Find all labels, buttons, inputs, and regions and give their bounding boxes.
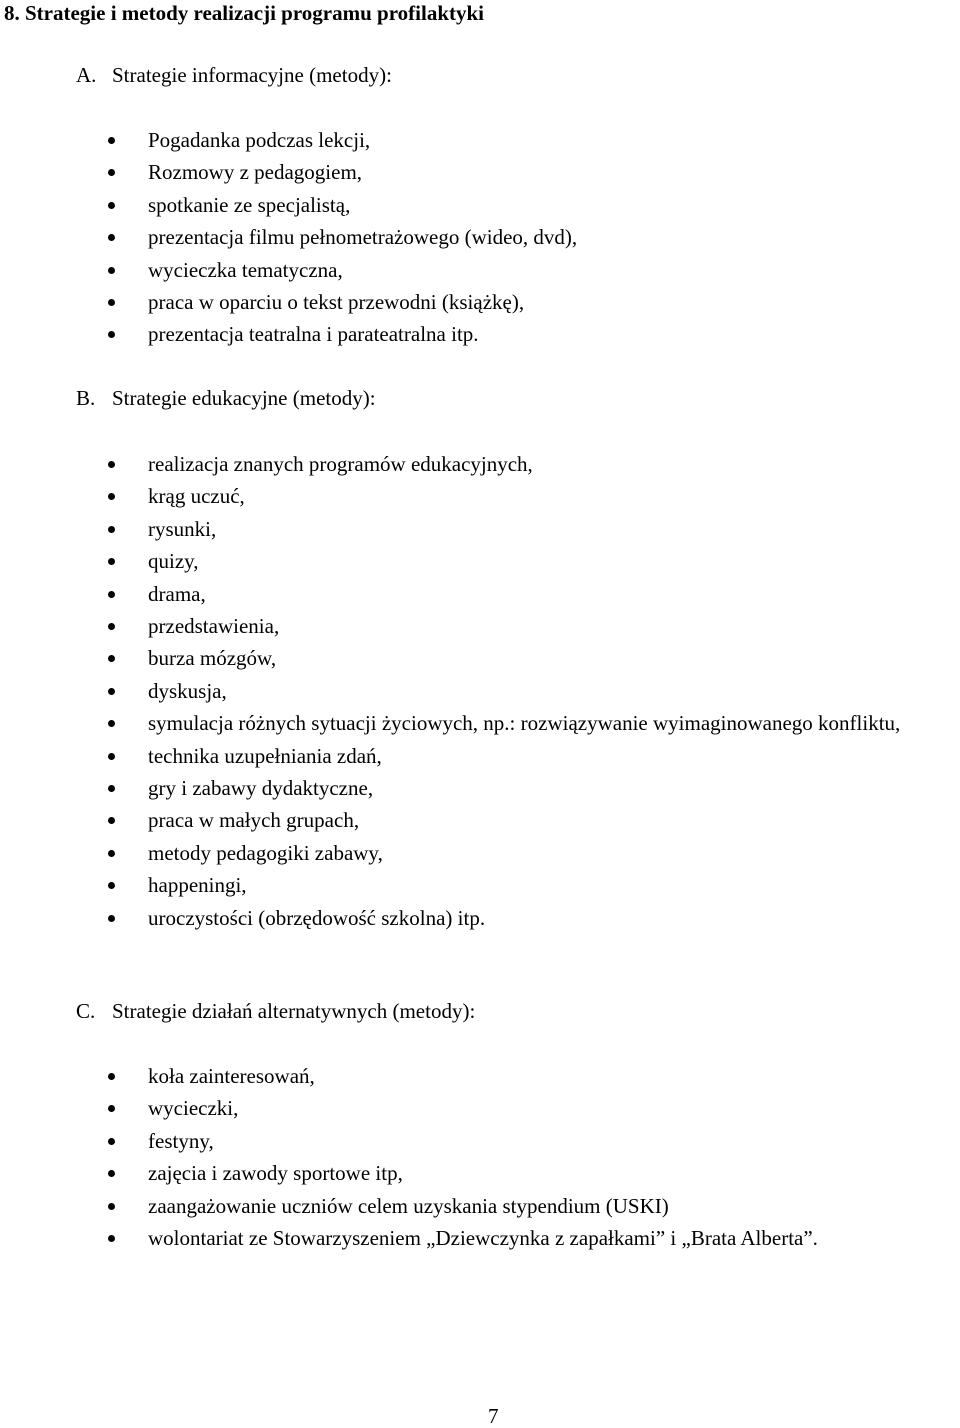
bullet-icon — [108, 526, 115, 533]
list-item: quizy, — [108, 545, 960, 577]
list-item: prezentacja filmu pełnometrażowego (wideo, dvd), — [108, 221, 960, 253]
bullet-icon — [108, 1235, 115, 1242]
list-item: zaangażowanie uczniów celem uzyskania stypendium (USKI) — [108, 1190, 960, 1222]
bullet-icon — [108, 137, 115, 144]
bullet-icon — [108, 1170, 115, 1177]
section-c-letter: C. — [76, 999, 96, 1023]
list-item: wycieczki, — [108, 1092, 960, 1124]
bullet-icon — [108, 753, 115, 760]
bullet-icon — [108, 493, 115, 500]
section-b-letter: B. — [76, 386, 96, 410]
section-b-list — [108, 448, 960, 934]
list-item: prezentacja teatralna i parateatralna itp. — [108, 318, 960, 350]
list-item: wolontariat ze Stowarzyszeniem „Dziewczynka z zapałkami” i „Brata Alberta”. — [108, 1222, 960, 1254]
bullet-icon — [108, 591, 115, 598]
bullet-icon — [108, 785, 115, 792]
bullet-icon — [108, 461, 115, 468]
bullet-icon — [108, 169, 115, 176]
bullet-icon — [108, 655, 115, 662]
list-item: dyskusja, — [108, 675, 960, 707]
bullet-icon — [108, 720, 115, 727]
bullet-icon — [108, 267, 115, 274]
bullet-icon — [108, 331, 115, 338]
section-b-title — [76, 385, 376, 411]
list-item: Rozmowy z pedagogiem, — [108, 156, 960, 188]
bullet-icon — [108, 1203, 115, 1210]
bullet-icon — [108, 850, 115, 857]
section-a-letter: A. — [76, 63, 97, 87]
bullet-icon — [108, 882, 115, 889]
list-item: zajęcia i zawody sportowe itp, — [108, 1157, 960, 1189]
list-item: koła zainteresowań, — [108, 1060, 960, 1092]
section-c-title — [76, 998, 475, 1024]
list-item: uroczystości (obrzędowość szkolna) itp. — [108, 902, 960, 934]
list-item: drama, — [108, 578, 960, 610]
list-item: praca w oparciu o tekst przewodni (książkę), — [108, 286, 960, 318]
bullet-icon — [108, 234, 115, 241]
section-a-title-text: Strategie informacyjne (metody): — [112, 63, 392, 87]
section-heading: 8. Strategie i metody realizacji programu profilaktyki — [4, 1, 485, 25]
list-item: symulacja różnych sytuacji życiowych, np.: rozwiązywanie wyimaginowanego konfliktu, — [108, 707, 960, 739]
bullet-icon — [108, 915, 115, 922]
list-item: festyny, — [108, 1125, 960, 1157]
bullet-icon — [108, 817, 115, 824]
bullet-icon — [108, 688, 115, 695]
list-item: przedstawienia, — [108, 610, 960, 642]
list-item: Pogadanka podczas lekcji, — [108, 124, 960, 156]
bullet-icon — [108, 202, 115, 209]
list-item: rysunki, — [108, 513, 960, 545]
bullet-icon — [108, 1073, 115, 1080]
bullet-icon — [108, 1105, 115, 1112]
list-item: krąg uczuć, — [108, 480, 960, 512]
section-c-title-text: Strategie działań alternatywnych (metody): — [112, 999, 476, 1023]
page-number: 7 — [488, 1404, 499, 1428]
list-item: happeningi, — [108, 869, 960, 901]
bullet-icon — [108, 299, 115, 306]
list-item: metody pedagogiki zabawy, — [108, 837, 960, 869]
bullet-icon — [108, 558, 115, 565]
section-a-list — [108, 124, 960, 351]
list-item: praca w małych grupach, — [108, 804, 960, 836]
section-a-title — [76, 62, 392, 88]
list-item: technika uzupełniania zdań, — [108, 740, 960, 772]
list-item: spotkanie ze specjalistą, — [108, 189, 960, 221]
bullet-icon — [108, 623, 115, 630]
section-b-title-text: Strategie edukacyjne (metody): — [112, 386, 376, 410]
list-item: gry i zabawy dydaktyczne, — [108, 772, 960, 804]
list-item: burza mózgów, — [108, 642, 960, 674]
list-item: realizacja znanych programów edukacyjnych, — [108, 448, 960, 480]
section-c-list — [108, 1060, 960, 1254]
list-item: wycieczka tematyczna, — [108, 254, 960, 286]
bullet-icon — [108, 1138, 115, 1145]
